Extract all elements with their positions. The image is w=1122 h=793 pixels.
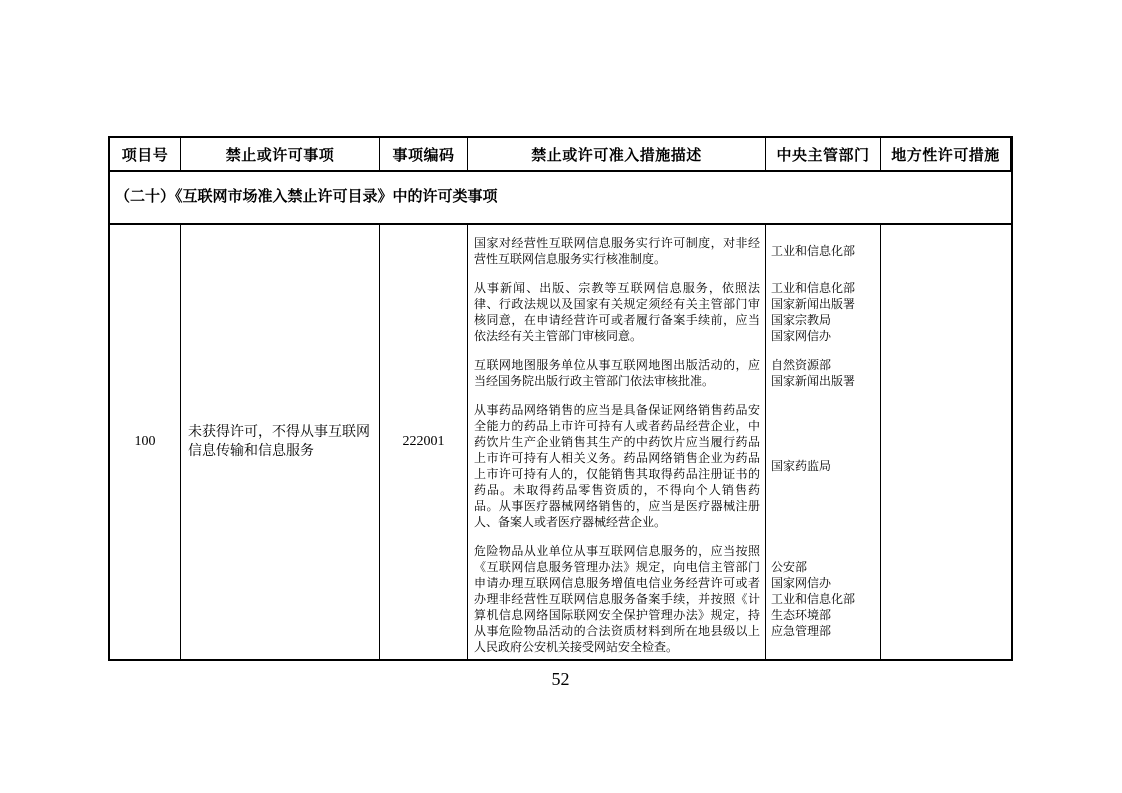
measure-block	[468, 357, 880, 402]
cell-local-measures	[881, 225, 1011, 659]
department-list	[765, 402, 880, 530]
measure-description-paragraph: 互联网地图服务单位从事互联网地图出版活动的，应当经国务院出版行政主管部门依法审核批准。	[474, 358, 760, 388]
measure-block	[468, 280, 880, 357]
department-list	[765, 280, 880, 344]
permit-items-table	[108, 136, 1013, 661]
cell-measures-and-departments	[468, 225, 881, 659]
header-item-no: 项目号	[110, 138, 181, 172]
header-item-code: 事项编码	[380, 138, 468, 172]
header-item-name: 禁止或许可事项	[181, 138, 380, 172]
measure-description-paragraph: 从事药品网络销售的应当是具备保证网络销售药品安全能力的药品上市许可持有人或者药品经营企业，中药饮片生产企业销售其生产的中药饮片应当履行药品上市许可持有人相关义务。药品网络销售企业为药品上市许可持有人的，仅能销售其取得药品注册证书的药品。未取得药品零售资质的，不得向个人销售药品。从事医疗器械网络销售的，应当是医疗器械注册人、备案人或者医疗器械经营企业。	[474, 403, 760, 529]
department-list	[765, 357, 880, 389]
measure-description-paragraph: 危险物品从业单位从事互联网信息服务的，应当按照《互联网信息服务管理办法》规定，向电信主管部门申请办理互联网信息服务增值电信业务经营许可或者办理非经营性互联网信息服务备案手续，并按照《计算机信息网络国际联网安全保护管理办法》规定，持从事危险物品活动的合法资质材料到所在地县级以上人民政府公安机关接受网站安全检查。	[474, 544, 760, 654]
department-name: 国家网信办	[771, 576, 832, 590]
header-central-department: 中央主管部门	[765, 138, 880, 170]
department-name: 国家网信办	[771, 329, 832, 343]
header-local-measures: 地方性许可措施	[881, 138, 1011, 172]
cell-item-no: 100	[110, 225, 181, 659]
department-name: 自然资源部	[771, 358, 832, 372]
cell-item-name: 未获得许可，不得从事互联网信息传输和信息服务	[181, 225, 380, 659]
department-name: 国家药监局	[771, 459, 832, 473]
measure-description-paragraph: 从事新闻、出版、宗教等互联网信息服务，依照法律、行政法规以及国家有关规定须经有关主管部门审核同意，在申请经营许可或者履行备案手续前，应当依法经有关主管部门审核同意。	[474, 281, 760, 343]
department-name: 国家宗教局	[771, 313, 832, 327]
department-name: 工业和信息化部	[771, 244, 856, 258]
department-list	[765, 543, 880, 655]
measure-block	[468, 543, 880, 668]
measure-block	[468, 225, 880, 280]
section-title: （二十）《互联网市场准入禁止许可目录》中的许可类事项	[110, 172, 1011, 225]
cell-item-code: 222001	[380, 225, 468, 659]
department-name: 工业和信息化部	[771, 281, 856, 295]
department-name: 工业和信息化部	[771, 592, 856, 606]
header-split-group	[468, 138, 881, 172]
measure-description-paragraph: 国家对经营性互联网信息服务实行许可制度，对非经营性互联网信息服务实行核准制度。	[474, 236, 760, 266]
department-name: 公安部	[771, 560, 808, 574]
department-name: 生态环境部	[771, 608, 832, 622]
measure-block	[468, 402, 880, 543]
department-list	[765, 235, 880, 267]
header-measure-description: 禁止或许可准入措施描述	[531, 146, 702, 164]
department-name: 应急管理部	[771, 624, 832, 638]
department-name: 国家新闻出版署	[771, 297, 856, 311]
department-name: 国家新闻出版署	[771, 374, 856, 388]
page-number: 52	[551, 669, 570, 689]
